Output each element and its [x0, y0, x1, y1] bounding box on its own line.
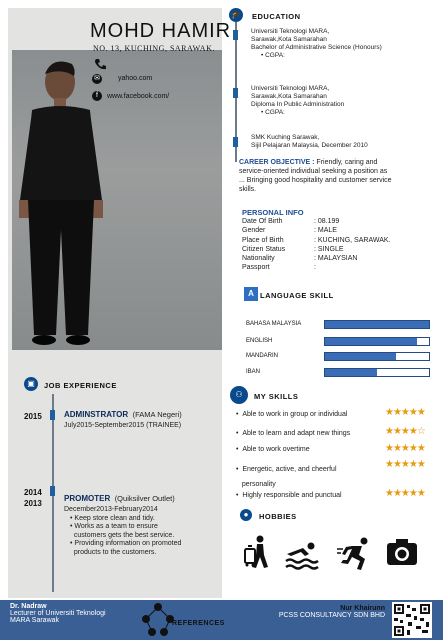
language-name: BAHASA MALAYSIA [246, 321, 302, 327]
language-icon: A [244, 287, 258, 301]
job-org: (FAMA Negeri) [132, 410, 182, 419]
timeline-marker [233, 137, 238, 147]
table-row: Nationality : MALAYSIAN [242, 255, 358, 263]
job-entry [64, 404, 214, 431]
briefcase-icon: ▣ [24, 377, 38, 391]
table-row: Date Of Birth : 08.199 [242, 218, 340, 225]
hobbies-heading: HOBBIES [259, 512, 297, 521]
education-heading: EDUCATION [252, 12, 301, 21]
person-name: MOHD HAMIR [90, 20, 232, 42]
star-rating: ★★★★★ [385, 443, 425, 454]
language-bar-fill [325, 353, 396, 360]
qr-code[interactable] [392, 602, 432, 638]
timeline-marker [50, 410, 55, 420]
job-period: December2013-February2014 [64, 506, 158, 513]
job-entry [64, 488, 214, 557]
education-entry: Universiti Teknologi MARA, Sarawak,Kota Samarahan Diploma In Public Administration • CGPA: [251, 85, 345, 116]
facebook-icon: f [92, 91, 102, 101]
job-org: (Quiksilver Outlet) [114, 494, 175, 503]
career-objective: CAREER OBJECTIVE : Friendly, caring and service-oriented individual seeking a position as ... Bringing good hospitality and customer service skills. [239, 159, 392, 193]
job-title: PROMOTER [64, 494, 111, 503]
facebook-text[interactable]: www.facebook.com/ [107, 93, 170, 100]
job-year: 2015 [24, 412, 42, 421]
language-bar [324, 337, 430, 346]
skill-item: • Highly responsible and punctual [236, 492, 342, 499]
star-rating: ★★★★★ [385, 407, 425, 418]
list-item: • Providing information on promoted [70, 540, 182, 547]
language-bar [324, 352, 430, 361]
job-experience-heading: JOB EXPERIENCE [44, 381, 117, 390]
camera-icon [385, 535, 419, 565]
language-bar-fill [325, 338, 417, 345]
skill-item: • Able to work overtime [236, 446, 310, 453]
personal-info-heading: PERSONAL INFO [242, 208, 304, 217]
list-item: • Keep store clean and tidy. [70, 514, 155, 522]
swimming-icon [285, 540, 319, 570]
personal-info-table [242, 217, 432, 273]
table-row: Citizen Status : SINGLE [242, 245, 344, 253]
team-icon: ⚇ [230, 386, 248, 404]
job-bullets [64, 515, 214, 558]
language-bar [324, 368, 430, 377]
job-year: 2014 [24, 488, 42, 497]
list-item: products to the customers. [73, 548, 157, 556]
email-icon: ✉ [92, 74, 102, 84]
language-name: MANDARIN [246, 353, 279, 359]
language-heading: LANGUAGE SKILL [260, 291, 334, 300]
star-rating: ★★★★★ [385, 488, 425, 499]
timeline-marker [233, 88, 238, 98]
list-item: • Works as a team to ensure [70, 523, 158, 530]
table-row: Gender : MALE [242, 227, 337, 235]
language-bar [324, 320, 430, 329]
star-rating: ★★★★★ [385, 459, 425, 470]
job-title: ADMINSTRATOR [64, 410, 129, 419]
table-row: Passport : [242, 264, 316, 272]
hobbies-icon: ● [240, 509, 252, 521]
star-rating: ★★★★☆ [385, 426, 425, 437]
timeline-marker [233, 30, 238, 40]
running-icon [337, 537, 371, 567]
travel-icon [240, 535, 274, 565]
email-text[interactable]: yahoo.com [118, 75, 153, 82]
list-item: customers gets the best service. [73, 531, 175, 539]
career-objective-label: CAREER OBJECTIVE : [239, 159, 315, 166]
references-heading: REFERENCES [172, 620, 225, 627]
graduation-cap-icon: 🎓 [229, 8, 243, 22]
timeline-marker [50, 486, 55, 496]
language-name: IBAN [246, 369, 261, 375]
skill-item: • Energetic, active, and cheerful personality [236, 466, 337, 488]
skill-item: • Able to learn and adapt new things [236, 430, 351, 437]
job-period: July2015-September2015 (TRAINEE) [64, 422, 182, 429]
network-icon [140, 601, 176, 642]
reference-right: Nur Khairunn PCSS CONSULTANCY SDN BHD [278, 605, 385, 619]
reference-left: Dr. Nadraw Lecturer of Universiti Teknologi MARA Sarawak [10, 603, 106, 624]
table-row: Place of Birth : KUCHING, SARAWAK. [242, 236, 391, 244]
language-bar-fill [325, 369, 377, 376]
job-year: 2013 [24, 499, 42, 508]
language-bar-fill [325, 321, 429, 328]
education-entry: Universiti Teknologi MARA, Sarawak,Kota Samarahan Bachelor of Administrative Science (Honours) • CGPA: [251, 28, 382, 59]
skill-item: • Able to work in group or individual [236, 411, 348, 418]
address: NO. 13, KUCHING, SARAWAK. [93, 44, 215, 53]
phone-icon [94, 57, 106, 75]
skills-heading: MY SKILLS [254, 392, 299, 401]
education-entry: SMK Kuching Sarawak, Sijil Pelajaran Malaysia, December 2010 [251, 134, 368, 149]
language-name: ENGLISH [246, 338, 273, 344]
